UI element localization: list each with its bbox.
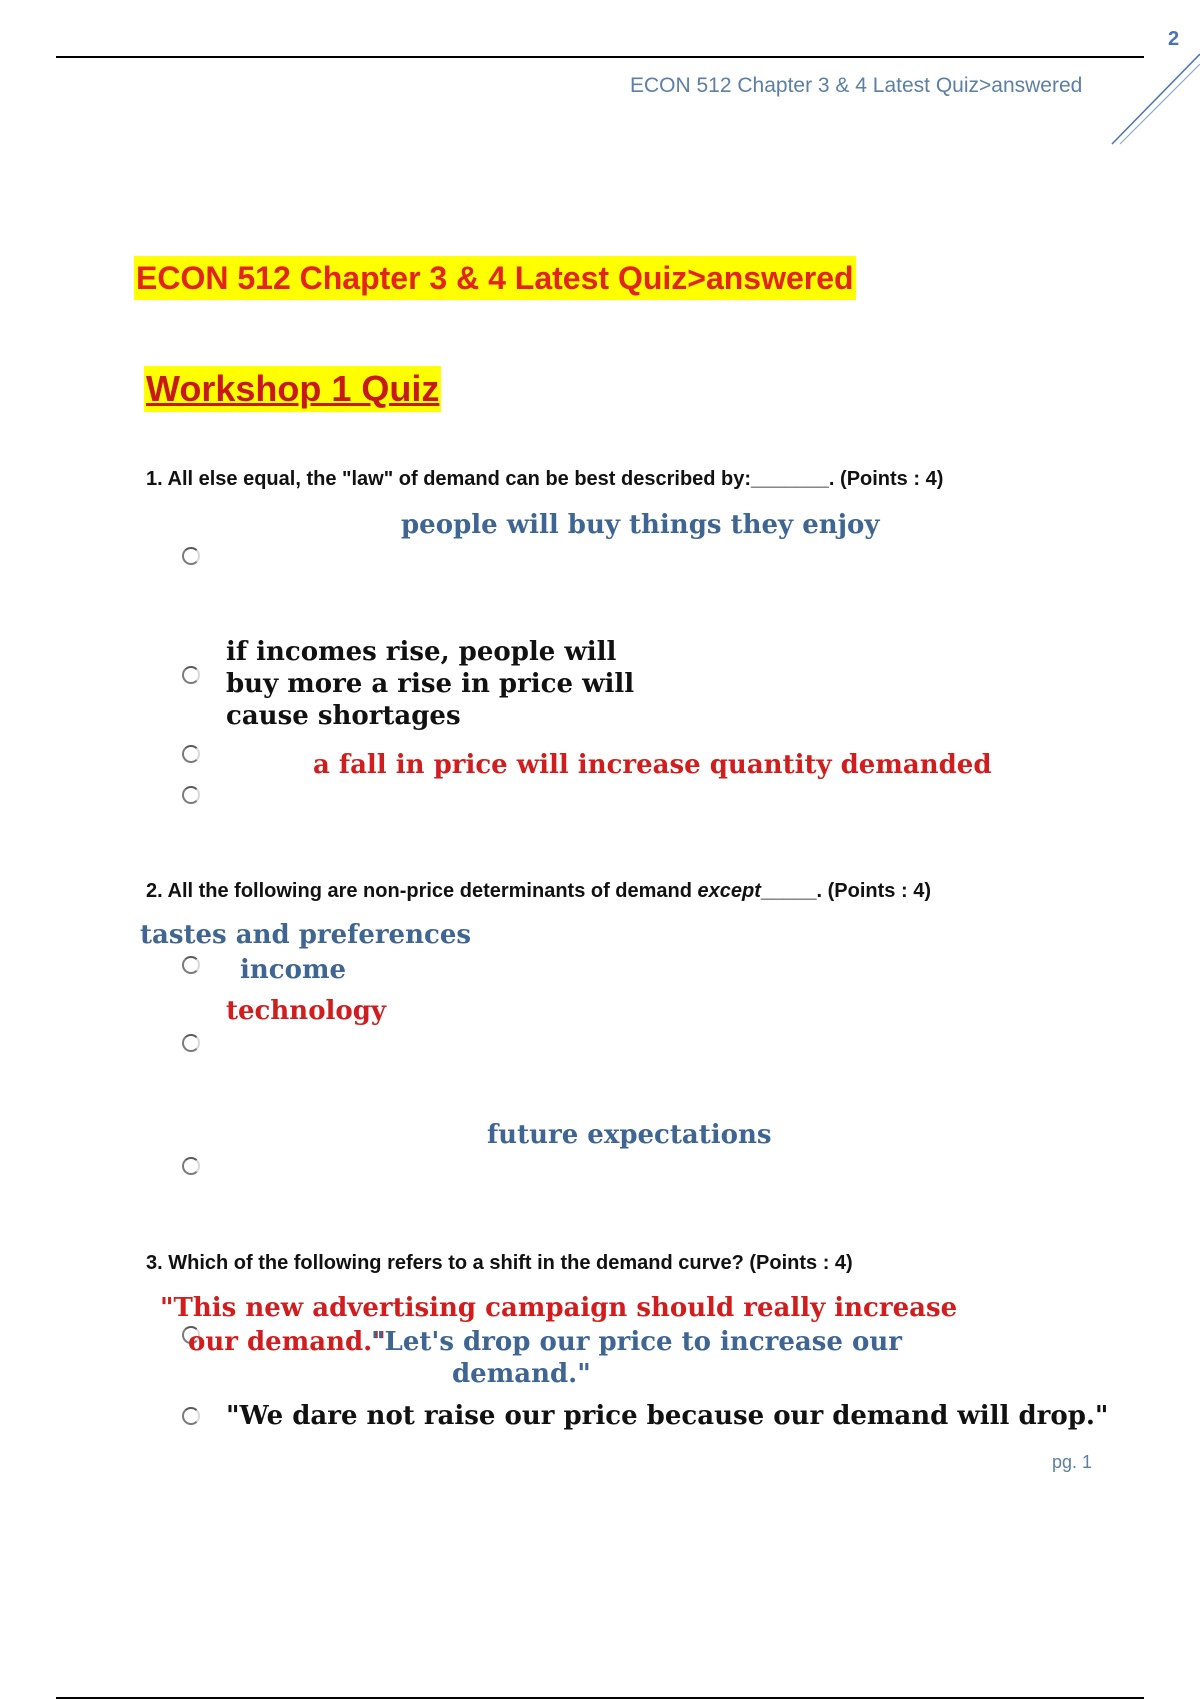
q1-option-4-radio[interactable] [182,786,200,804]
question-2-prompt-after: _____. (Points : 4) [760,880,931,902]
header-running-title: ECON 512 Chapter 3 & 4 Latest Quiz>answered [630,74,1083,97]
question-1-prompt: 1. All else equal, the "law" of demand can be best described by:_______. (Points : 4) [146,468,944,490]
q3-option-3-label: "We dare not raise our price because our demand will drop." [226,1401,1109,1431]
q2-option-3-label: technology [226,996,387,1026]
q1-option-2-radio[interactable] [182,666,200,684]
q1-option-1-radio[interactable] [182,547,200,565]
q1-option-2-line-1: if incomes rise, people will [226,637,617,667]
q2-option-1-radio[interactable] [182,956,200,974]
q3-option-3-radio[interactable] [182,1407,200,1425]
question-3-prompt: 3. Which of the following refers to a shift in the demand curve? (Points : 4) [146,1252,853,1274]
q2-option-2-radio[interactable] [182,1034,200,1052]
corner-decoration [1108,40,1200,150]
q1-option-1-label: people will buy things they enjoy [401,510,880,540]
q1-option-2-line-2: buy more a rise in price will [226,669,635,699]
document-subtitle: Workshop 1 Quiz [144,366,441,412]
footer-page-label: pg. 1 [1052,1452,1093,1472]
header-rule [56,56,1144,58]
question-2-prompt [146,880,931,903]
footer-rule [56,1697,1144,1699]
document-title: ECON 512 Chapter 3 & 4 Latest Quiz>answered [134,256,856,300]
q1-option-4-label: a fall in price will increase quantity demanded [313,750,992,780]
q3-option-2-line-2: demand." [452,1359,591,1389]
question-2-prompt-before: 2. All the following are non-price determinants of demand [146,880,698,902]
header-page-number: 2 [1168,28,1180,50]
question-2-prompt-emphasis: except [697,880,761,902]
q3-option-2-line-1: "Let's drop our price to increase our [371,1327,902,1357]
q2-option-2-label: income [240,955,347,985]
q2-option-4-label: future expectations [487,1120,772,1150]
q1-option-3-radio[interactable] [182,745,200,763]
q2-option-1-label: tastes and preferences [140,920,472,950]
q2-option-4-radio[interactable] [182,1157,200,1175]
q3-option-1-line-2: our demand." [188,1327,386,1357]
q3-option-1-line-1: "This new advertising campaign should really increase [160,1293,958,1323]
q1-option-3-label: cause shortages [226,701,461,731]
